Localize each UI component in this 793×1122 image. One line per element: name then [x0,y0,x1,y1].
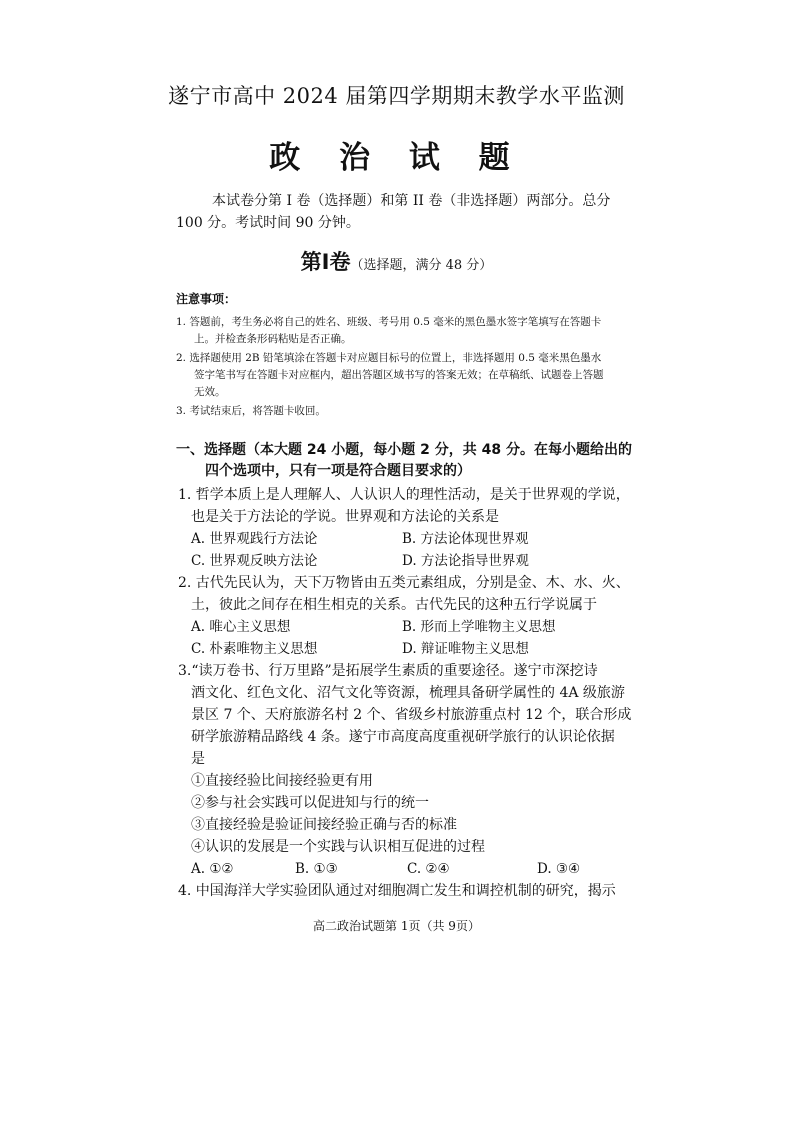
q3-stem-line-1: 3.“读万卷书、行万里路”是拓展学生素质的重要途径。遂宁市深挖诗 [178,663,598,679]
section-title-line-1: 一、选择题（本大题 24 小题，每小题 2 分，共 48 分。在每小题给出的 [176,442,632,458]
q2-stem-line-2: 土，彼此之间存在相生相克的关系。古代先民的这种五行学说属于 [191,597,597,613]
intro-line-2: 100 分。考试时间 90 分钟。 [176,215,360,231]
q3-stem-line-3: 景区 7 个、天府旅游名村 2 个、省级乡村旅游重点村 12 个，联合形成 [191,707,632,723]
q3-statement-4: ④认识的发展是一个实践与认识相互促进的过程 [191,839,485,855]
q1-option-a: A. 世界观践行方法论 [191,531,318,547]
subject-title: 政 治 试 题 [269,140,524,176]
q3-option-a: A. ①② [191,861,234,877]
notice-title: 注意事项： [176,292,237,306]
q1-option-b: B. 方法论体现世界观 [402,531,529,547]
q1-option-d: D. 方法论指导世界观 [402,553,529,569]
q2-option-d: D. 辩证唯物主义思想 [402,641,529,657]
notice-item-1-line-2: 上。并检查条形码粘贴是否正确。 [194,333,352,345]
part1-subtitle: （选择题，满分 48 分） [350,258,493,273]
q2-option-b: B. 形而上学唯物主义思想 [402,619,556,635]
q1-stem-line-1: 1. 哲学本质上是人理解人、人认识人的理性活动，是关于世界观的学说， [178,487,630,503]
exam-title: 遂宁市高中 2024 届第四学期期末教学水平监测 [168,84,625,108]
q2-option-c: C. 朴素唯物主义思想 [191,641,318,657]
q3-stem-line-5: 是 [191,751,205,767]
q4-stem-line-1: 4. 中国海洋大学实验团队通过对细胞凋亡发生和调控机制的研究，揭示 [178,883,616,899]
notice-item-2-line-2: 签字笔书写在答题卡对应框内，超出答题区域书写的答案无效；在草稿纸、试题卷上答题 [194,369,604,381]
q2-stem-line-1: 2. 古代先民认为，天下万物皆由五类元素组成，分别是金、木、水、火、 [178,575,630,591]
part1-heading [0,246,793,276]
q3-statement-2: ②参与社会实践可以促进知与行的统一 [191,795,429,811]
section-title-line-2: 四个选项中，只有一项是符合题目要求的） [205,463,471,479]
part1-title: 第Ⅰ卷 [300,250,351,274]
q3-stem-line-2: 酒文化、红色文化、沼气文化等资源，梳理具备研学属性的 4A 级旅游 [191,685,625,701]
q3-option-b: B. ①③ [295,861,338,877]
page-footer: 高二政治试题第 1页（共 9页） [313,919,480,933]
q2-option-a: A. 唯心主义思想 [191,619,291,635]
q3-option-d: D. ③④ [537,861,581,877]
q3-statement-3: ③直接经验是验证间接经验正确与否的标准 [191,817,457,833]
intro-line-1: 本试卷分第 I 卷（选择题）和第 II 卷（非选择题）两部分。总分 [212,193,611,209]
q3-statement-1: ①直接经验比间接经验更有用 [191,773,373,789]
notice-item-1-line-1: 1. 答题前，考生务必将自己的姓名、班级、考号用 0.5 毫米的黑色墨水签字笔填写在答题卡 [176,316,602,328]
notice-item-2-line-3: 无效。 [194,386,226,398]
q3-option-c: C. ②④ [407,861,450,877]
q3-stem-line-4: 研学旅游精品路线 4 条。遂宁市高度高度重视研学旅行的认识论依据 [191,729,615,745]
notice-item-3-line-1: 3. 考试结束后，将答题卡收回。 [176,405,326,417]
notice-item-2-line-1: 2. 选择题使用 2B 铅笔填涂在答题卡对应题目标号的位置上，非选择题用 0.5 毫米黑色墨水 [176,352,602,364]
q1-option-c: C. 世界观反映方法论 [191,553,318,569]
q1-stem-line-2: 也是关于方法论的学说。世界观和方法论的关系是 [191,509,499,525]
